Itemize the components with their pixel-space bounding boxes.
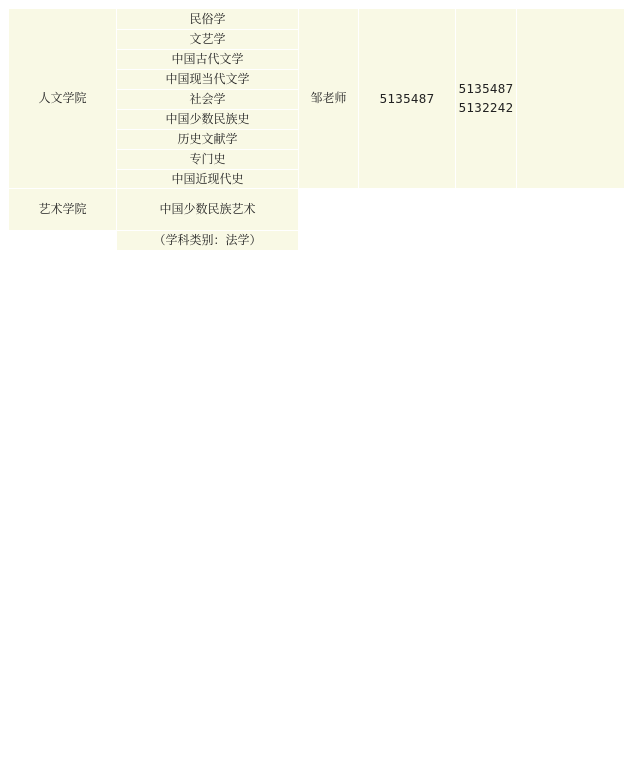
fax-number-stack [459, 79, 514, 117]
college-name: 人文学院 [38, 91, 87, 105]
major-name: 中国少数民族艺术 [159, 202, 256, 216]
major-cell [117, 170, 298, 188]
fax-number: 5132242 [458, 100, 514, 115]
major-cell [117, 150, 298, 169]
major-cell [117, 9, 298, 29]
phone-number: 5135487 [379, 91, 435, 106]
email-cell [517, 9, 624, 188]
major-cell [117, 130, 298, 149]
fax-cell [456, 9, 516, 188]
major-name: 历史文献学 [177, 132, 238, 146]
college-name-stack [38, 200, 86, 219]
major-name: 中国现当代文学 [165, 72, 250, 86]
teacher-name: 邹老师 [310, 91, 347, 105]
phone-number-stack [380, 89, 435, 108]
major-cell [117, 70, 298, 89]
college-name-cell [9, 189, 116, 230]
major-cell [117, 110, 298, 129]
college-name-cell [9, 9, 116, 188]
fax-number: 5135487 [458, 81, 514, 96]
major-name: 专门史 [189, 152, 226, 166]
major-name: 中国少数民族史 [165, 112, 250, 126]
major-name: 中国古代文学 [171, 52, 244, 66]
phone-cell [359, 9, 455, 188]
college-name: 艺术学院 [38, 202, 87, 216]
major-name: 社会学 [189, 92, 226, 106]
major-name: 中国近现代史 [171, 171, 244, 186]
teacher-cell [299, 9, 358, 188]
major-cell [117, 30, 298, 49]
major-cell [117, 50, 298, 69]
major-cell [117, 189, 298, 230]
college-name-stack [38, 89, 86, 108]
major-cell [117, 90, 298, 109]
major-name: 文艺学 [189, 32, 226, 46]
major-name: （学科类别：法学） [153, 233, 262, 247]
major-name: 民俗学 [189, 11, 226, 26]
teacher-name-stack [310, 89, 346, 108]
major-cell [117, 231, 298, 250]
